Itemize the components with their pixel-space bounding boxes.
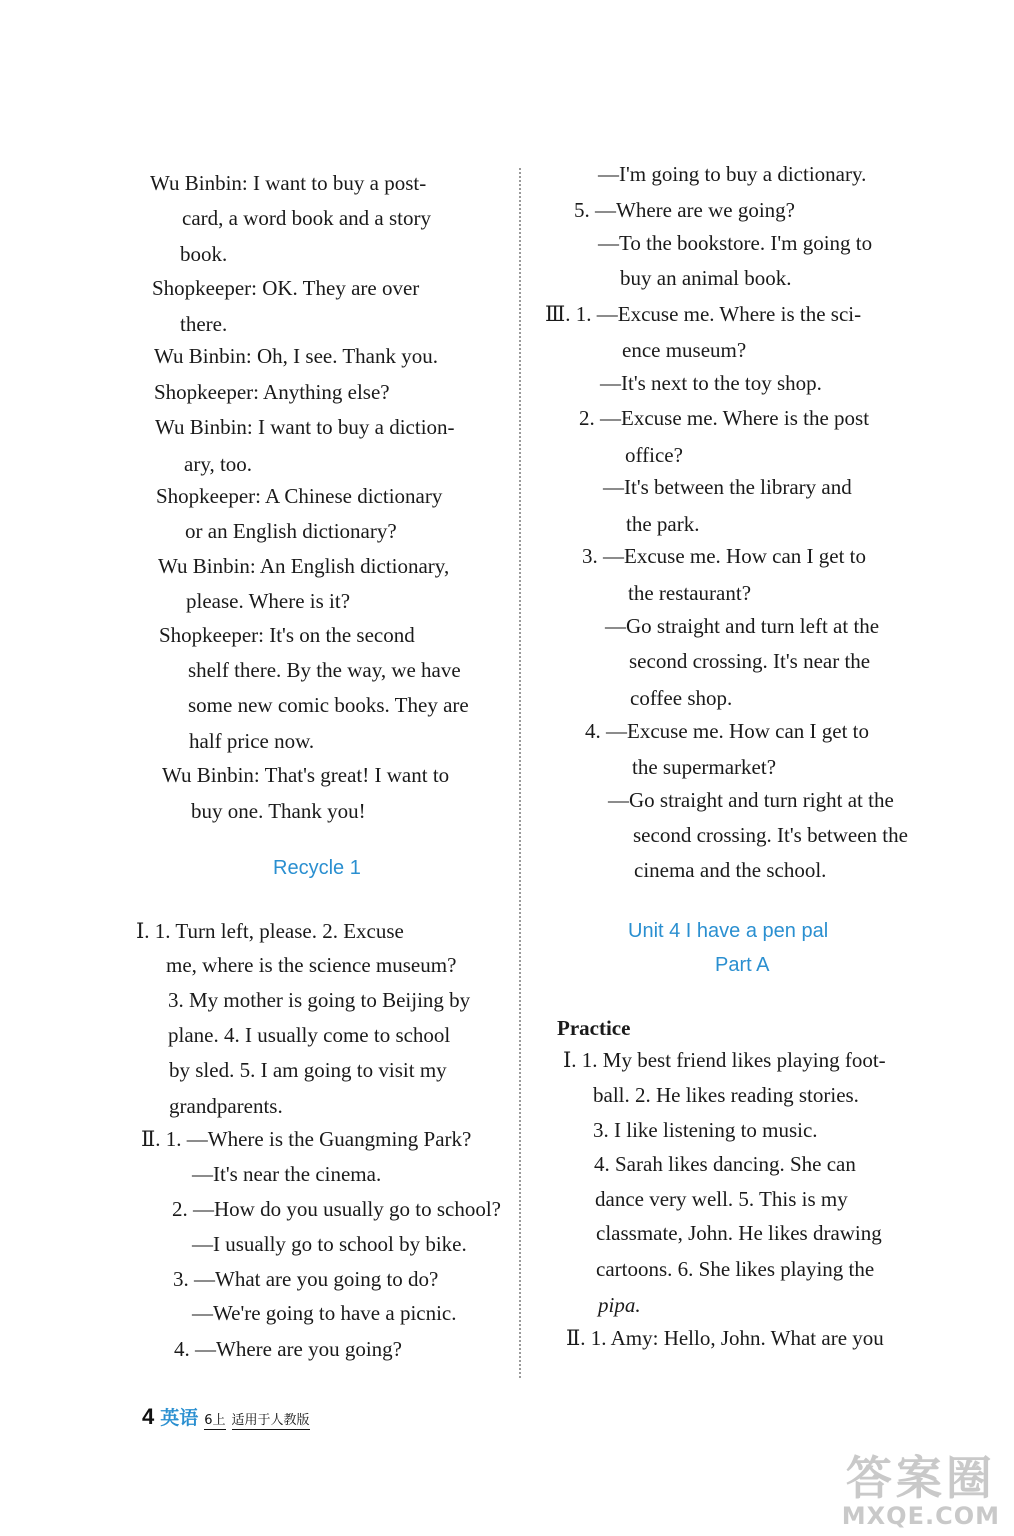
- exercise-line: pipa.: [598, 1293, 641, 1317]
- exercise-line: the restaurant?: [628, 581, 752, 605]
- exercise-line: —It's next to the toy shop.: [600, 371, 822, 395]
- grade-label: 6上: [204, 1409, 225, 1430]
- exercise-line: —I'm going to buy a dictionary.: [598, 162, 867, 186]
- dialogue-line: card, a word book and a story: [182, 206, 432, 230]
- dialogue-line: Shopkeeper: A Chinese dictionary: [156, 484, 443, 508]
- exercise-line: 2. —How do you usually go to school?: [172, 1197, 501, 1221]
- column-divider: [519, 168, 521, 1378]
- dialogue-line: some new comic books. They are: [188, 693, 469, 717]
- exercise-line: grandparents.: [169, 1094, 283, 1118]
- exercise-line: —To the bookstore. I'm going to: [598, 231, 873, 255]
- dialogue-line: Shopkeeper: Anything else?: [154, 380, 390, 404]
- dialogue-line: Shopkeeper: OK. They are over: [152, 276, 420, 300]
- exercise-line: Ⅱ. 1. Amy: Hello, John. What are you: [566, 1326, 884, 1350]
- exercise-line: 4. —Excuse me. How can I get to: [585, 719, 870, 743]
- exercise-line: by sled. 5. I am going to visit my: [169, 1058, 447, 1082]
- dialogue-line: Wu Binbin: I want to buy a post-: [150, 171, 427, 195]
- exercise-line: 5. —Where are we going?: [574, 198, 795, 222]
- exercise-line: —I usually go to school by bike.: [192, 1232, 467, 1256]
- exercise-line: me, where is the science museum?: [166, 953, 457, 977]
- edition-label: 适用于人教版: [232, 1409, 310, 1430]
- watermark-logo: 答案圈: [845, 1451, 996, 1505]
- exercise-line: 2. —Excuse me. Where is the post: [579, 406, 870, 430]
- exercise-line: dance very well. 5. This is my: [595, 1187, 848, 1211]
- dialogue-line: Wu Binbin: That's great! I want to: [162, 763, 450, 787]
- exercise-line: cinema and the school.: [634, 858, 827, 882]
- page-footer: [142, 1400, 310, 1430]
- watermark: [841, 1451, 1000, 1530]
- exercise-line: 3. —Excuse me. How can I get to: [582, 544, 867, 568]
- exercise-line: second crossing. It's between the: [633, 823, 908, 847]
- dialogue-line: buy one. Thank you!: [191, 799, 366, 823]
- exercise-line: 3. I like listening to music.: [593, 1118, 818, 1142]
- exercise-line: office?: [625, 443, 683, 467]
- dialogue-line: there.: [180, 312, 228, 336]
- recycle-heading: Recycle 1: [273, 857, 361, 879]
- exercise-line: coffee shop.: [630, 686, 733, 710]
- dialogue-line: half price now.: [189, 729, 315, 753]
- dialogue-line: Wu Binbin: Oh, I see. Thank you.: [154, 344, 438, 368]
- exercise-line: the park.: [626, 512, 700, 536]
- exercise-line: Ⅲ. 1. —Excuse me. Where is the sci-: [545, 302, 862, 326]
- exercise-line: classmate, John. He likes drawing: [596, 1221, 882, 1245]
- exercise-line: —We're going to have a picnic.: [192, 1301, 457, 1325]
- part-heading: Part A: [715, 954, 770, 976]
- exercise-line: ence museum?: [622, 338, 747, 362]
- exercise-line: —Go straight and turn right at the: [608, 788, 894, 812]
- unit-heading: Unit 4 I have a pen pal: [628, 920, 829, 942]
- exercise-line: 3. —What are you going to do?: [173, 1267, 439, 1291]
- subject-label: 英语: [160, 1407, 199, 1429]
- exercise-line: Ⅱ. 1. —Where is the Guangming Park?: [141, 1127, 472, 1151]
- exercise-line: Ⅰ. 1. Turn left, please. 2. Excuse: [136, 919, 404, 943]
- dialogue-line: shelf there. By the way, we have: [188, 658, 461, 682]
- dialogue-line: book.: [180, 242, 228, 266]
- dialogue-line: Shopkeeper: It's on the second: [159, 623, 415, 647]
- dialogue-line: Wu Binbin: An English dictionary,: [158, 554, 450, 578]
- watermark-url: MXQE.COM: [841, 1502, 1000, 1530]
- page-number: 4: [142, 1404, 155, 1429]
- exercise-line: second crossing. It's near the: [629, 649, 871, 673]
- exercise-line: —It's between the library and: [603, 475, 852, 499]
- exercise-line: cartoons. 6. She likes playing the: [596, 1257, 875, 1281]
- dialogue-line: or an English dictionary?: [185, 519, 397, 543]
- exercise-line: 3. My mother is going to Beijing by: [168, 988, 471, 1012]
- exercise-line: 4. —Where are you going?: [174, 1337, 402, 1361]
- dialogue-line: please. Where is it?: [186, 589, 351, 613]
- practice-label: Practice: [557, 1016, 631, 1040]
- exercise-line: Ⅰ. 1. My best friend likes playing foot-: [563, 1048, 886, 1072]
- exercise-line: ball. 2. He likes reading stories.: [593, 1083, 859, 1107]
- exercise-line: the supermarket?: [632, 755, 777, 779]
- exercise-line: plane. 4. I usually come to school: [168, 1023, 451, 1047]
- dialogue-line: ary, too.: [184, 452, 253, 476]
- exercise-line: 4. Sarah likes dancing. She can: [594, 1152, 856, 1176]
- dialogue-line: Wu Binbin: I want to buy a diction-: [155, 415, 455, 439]
- exercise-line: —It's near the cinema.: [192, 1162, 382, 1186]
- exercise-line: buy an animal book.: [620, 266, 792, 290]
- exercise-line: —Go straight and turn left at the: [605, 614, 880, 638]
